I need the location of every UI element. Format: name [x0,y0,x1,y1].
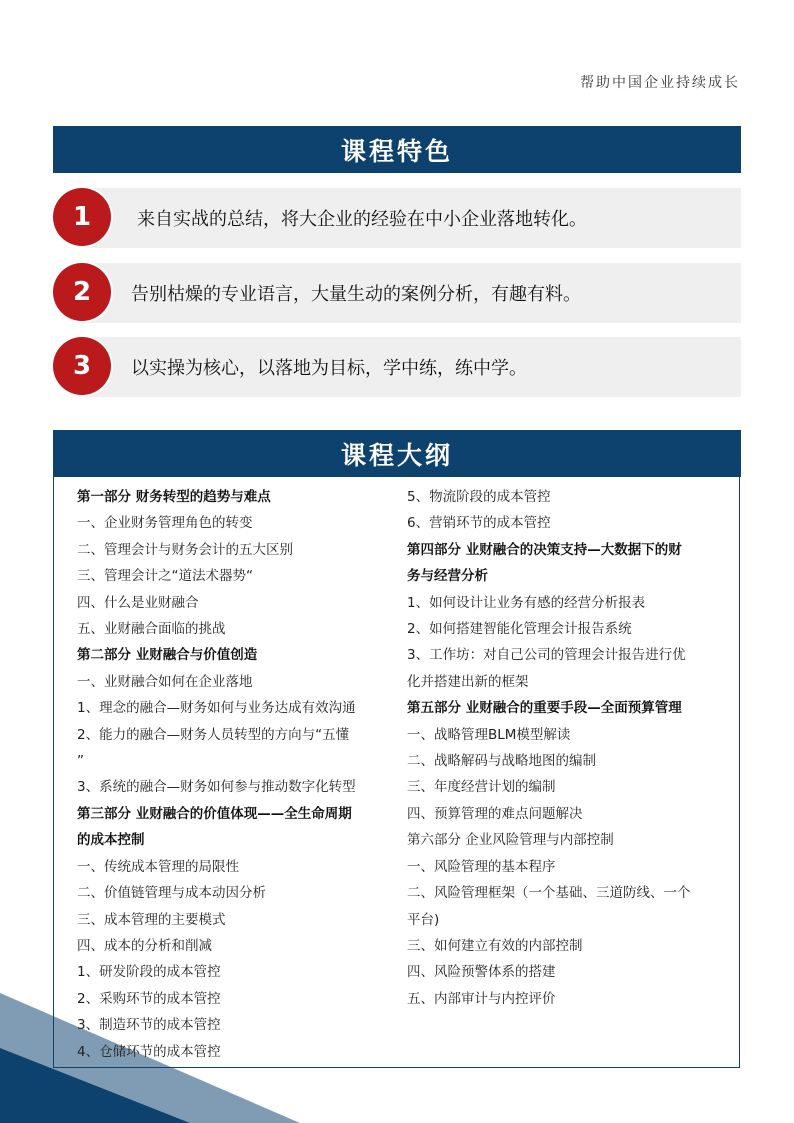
outline-item: 五、业财融合面临的挑战 [77,621,226,638]
outline-item: 一、业财融合如何在企业落地 [77,673,253,690]
outline-item: 二、风险管理框架（一个基础、三道防线、一个 [407,885,691,902]
outline-item: 3、制造环节的成本管控 [77,1017,221,1034]
feature-text: 以实操为核心，以落地为目标，学中练，练中学。 [131,358,527,379]
outline-item: 化并搭建出新的框架 [407,673,529,690]
outline-title: 课程大纲 [53,430,741,477]
outline-item: 平台) [407,911,440,928]
outline-item: 一、企业财务管理角色的转变 [77,515,253,532]
outline-item: 三、年度经营计划的编制 [407,779,556,796]
outline-item: 三、如何建立有效的内部控制 [407,937,583,954]
outline-item: 4、仓储环节的成本管控 [77,1043,221,1060]
outline-item: 五、内部审计与内控评价 [407,990,556,1007]
outline-item: 四、预算管理的难点问题解决 [407,805,583,822]
outline-part-heading: 第四部分 业财融合的决策支持—大数据下的财 [407,541,682,558]
feature-item-3 [53,337,741,397]
feature-number-badge: 1 [53,188,111,246]
feature-text: 来自实战的总结，将大企业的经验在中小企业落地转化。 [137,209,587,230]
feature-number-badge: 2 [53,263,111,321]
outline-item: 1、理念的融合—财务如何与业务达成有效沟通 [77,700,356,717]
outline-item: 3、工作坊：对自己公司的管理会计报告进行优 [407,647,686,664]
outline-item: 四、风险预警体系的搭建 [407,964,556,981]
outline-item: 三、管理会计之“道法术器势“ [77,568,253,585]
outline-item: 四、成本的分析和削减 [77,937,212,954]
page-tagline: 帮助中国企业持续成长 [580,75,740,91]
outline-item: 2、能力的融合—财务人员转型的方向与“五懂 [77,726,350,743]
outline-item: 三、成本管理的主要模式 [77,911,226,928]
outline-item: 第六部分 企业风险管理与内部控制 [407,832,614,849]
outline-item: 一、战略管理BLM模型解读 [407,726,571,743]
outline-part-heading: 第二部分 业财融合与价值创造 [77,647,258,664]
outline-item: 一、风险管理的基本程序 [407,858,556,875]
outline-item: 2、采购环节的成本管控 [77,990,221,1007]
outline-part-heading: 的成本控制 [77,832,145,849]
outline-item: 2、如何搭建智能化管理会计报告系统 [407,621,632,638]
outline-left-column [77,484,395,1065]
outline-item: 一、传统成本管理的局限性 [77,858,239,875]
outline-part-heading: 第三部分 业财融合的价值体现——全生命周期 [77,805,352,822]
outline-right-column [407,484,725,1012]
outline-part-heading: 第一部分 财务转型的趋势与难点 [77,489,271,505]
outline-item: 3、系统的融合—财务如何参与推动数字化转型 [77,779,356,796]
outline-item: 四、什么是业财融合 [77,594,199,611]
outline-item: 二、战略解码与战略地图的编制 [407,753,596,770]
outline-item: 二、管理会计与财务会计的五大区别 [77,541,293,558]
feature-text: 告别枯燥的专业语言，大量生动的案例分析，有趣有料。 [131,284,581,305]
outline-part-heading: 务与经营分析 [407,568,488,585]
features-title: 课程特色 [53,126,741,173]
outline-item: 5、物流阶段的成本管控 [407,489,551,505]
outline-part-heading: 第五部分 业财融合的重要手段—全面预算管理 [407,700,682,717]
outline-item: 1、如何设计让业务有感的经营分析报表 [407,594,646,611]
feature-item-1 [53,188,741,248]
outline-item: 1、研发阶段的成本管控 [77,964,221,981]
outline-item: ” [77,753,84,770]
feature-number-badge: 3 [53,337,111,395]
outline-item: 6、营销环节的成本管控 [407,515,551,532]
feature-item-2 [53,263,741,323]
outline-item: 二、价值链管理与成本动因分析 [77,885,266,902]
